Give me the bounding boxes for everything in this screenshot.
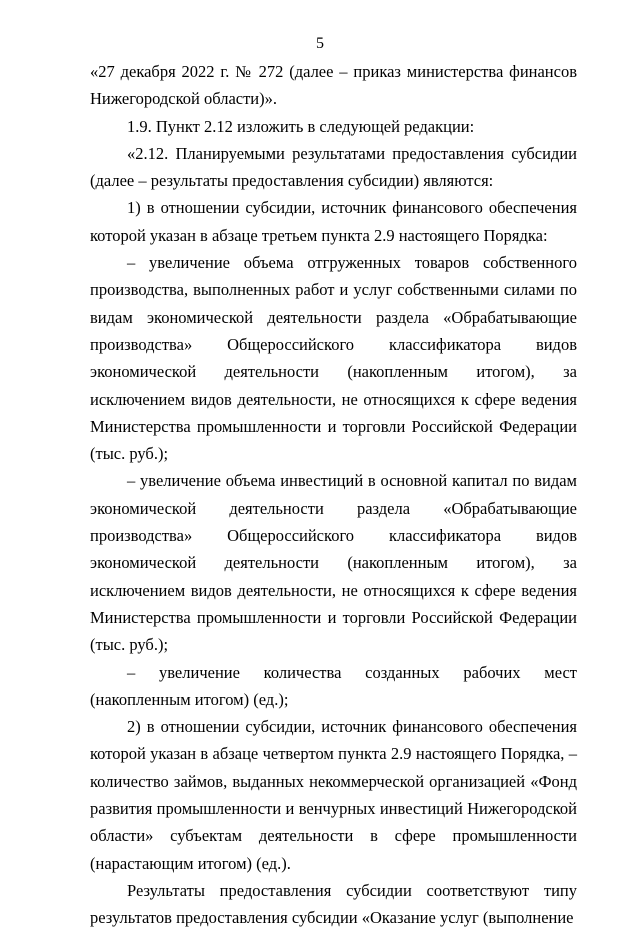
- paragraph-investments: – увеличение объема инвестиций в основной капитал по видам экономической деятельности раздела «Обрабатывающие производства» Общероссийского классификатора видов экономической деятельности (накопленным итогом), за исключением видов деятельности, не относящихся к сфере ведения Министерства промышленности и торговли Российской Федерации (тыс. руб.);: [90, 471, 577, 655]
- paragraph-results-type: Результаты предоставления субсидии соответствуют типу результатов предоставления субсидии «Оказание услуг (выполнение: [90, 880, 577, 928]
- paragraph-shipped-goods: – увеличение объема отгруженных товаров собственного производства, выполненных работ и услуг собственными силами по видам экономической деятельности раздела «Обрабатывающие производства» Общероссийского классификатора видов экономической деятельности (накопленным итогом), за исключением видов деятельности, не относящихся к сфере ведения Министерства промышленности и торговли Российской Федерации (тыс. руб.);: [90, 253, 577, 464]
- paragraph-jobs: – увеличение количества созданных рабочих мест (накопленным итогом) (ед.);: [90, 662, 577, 709]
- paragraph-subitem-1: 1) в отношении субсидии, источник финансового обеспечения которой указан в абзаце третьем пункта 2.9 настоящего Порядка:: [90, 198, 577, 245]
- paragraph-item-1-9: 1.9. Пункт 2.12 изложить в следующей редакции:: [127, 116, 475, 136]
- paragraph-order-reference: «27 декабря 2022 г. № 272 (далее – приказ министерства финансов Нижегородской области)».: [90, 62, 577, 109]
- paragraph-item-2-12: «2.12. Планируемыми результатами предоставления субсидии (далее – результаты предоставления субсидии) являются:: [90, 143, 577, 191]
- page-number: 5: [316, 35, 324, 52]
- paragraph-subitem-2: 2) в отношении субсидии, источник финансового обеспечения которой указан в абзаце четвертом пункта 2.9 настоящего Порядка, – количество займов, выданных некоммерческой организацией «Фонд развития промышленности и венчурных инвестиций Нижегородской области» субъектам деятельности в сфере промышленности (нарастающим итогом) (ед.).: [90, 717, 577, 873]
- document-body: [90, 58, 577, 932]
